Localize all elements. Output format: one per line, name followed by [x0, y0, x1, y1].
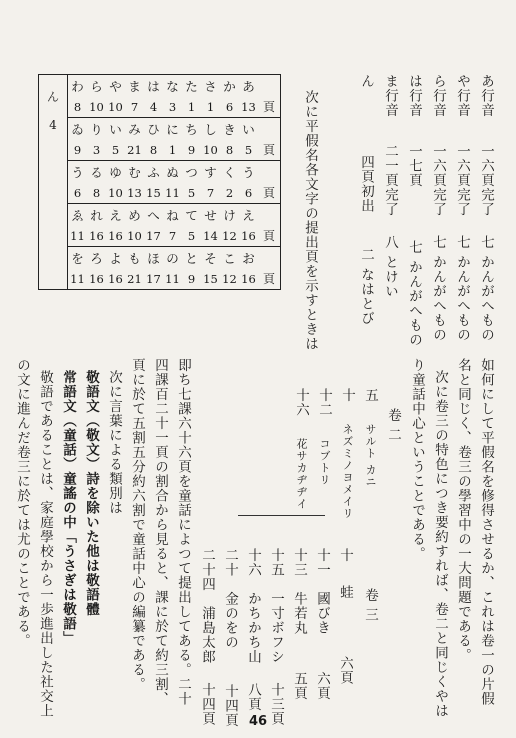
kana-char: な: [163, 75, 182, 97]
table-row: [39, 182, 281, 204]
page-status: 一六頁完了: [454, 144, 470, 217]
kana-char: ゐ: [68, 118, 88, 140]
kana-char: う: [68, 161, 88, 183]
lesson-number: 二十: [222, 548, 238, 577]
page-number-cell: 10: [201, 139, 220, 161]
kana-char: ゆ: [106, 161, 125, 183]
table-row: [39, 75, 281, 97]
kana-char: ろ: [87, 247, 106, 269]
kana-char: れ: [87, 204, 106, 226]
page-number-cell: 8: [144, 139, 163, 161]
page-unit: 頁: [258, 225, 281, 247]
table-row: [39, 247, 281, 269]
table-row: [39, 204, 281, 226]
page-number-cell: 8: [68, 96, 88, 118]
lesson-number: 十三: [291, 548, 307, 577]
page-number-cell: 9: [68, 139, 88, 161]
example-word: 七 かんがへもの: [430, 235, 446, 342]
page-number-cell: 1: [201, 96, 220, 118]
paragraph-line: 常語文（童話）童謠の中「うさぎは敬語」: [60, 370, 76, 646]
table-row: [39, 118, 281, 140]
example-word: 八 とけい: [382, 235, 398, 299]
lesson-title: 牛若丸: [291, 591, 307, 636]
lesson-number: 十五: [268, 548, 284, 577]
lesson-number: 十一: [314, 548, 330, 577]
kana-char: ゑ: [68, 204, 88, 226]
kana-char: か: [220, 75, 239, 97]
page-number-cell: 16: [239, 268, 258, 290]
kana-char: も: [125, 247, 144, 269]
kana-char: め: [125, 204, 144, 226]
vol3-lesson: [315, 548, 329, 701]
lesson-pages: 十三頁: [268, 682, 284, 727]
page-number-cell: 6: [68, 182, 88, 204]
kana-row-label: や行音: [454, 74, 470, 118]
kana-row-label: ん: [358, 74, 374, 89]
paragraph-line: 次に卷三の特色につき要約すれば、卷二と同じくやは: [432, 370, 448, 718]
lesson-title: サルト カニ: [364, 423, 377, 488]
kana-char: よ: [106, 247, 125, 269]
page-number-cell: 5: [182, 225, 201, 247]
page-number-cell: 21: [125, 268, 144, 290]
kana-char: せ: [201, 204, 220, 226]
vol2-lesson: [340, 388, 354, 519]
page-number-cell: 10: [106, 182, 125, 204]
kana-char: け: [220, 204, 239, 226]
page-number-cell: 10: [87, 96, 106, 118]
lesson-pages: 十四頁: [222, 684, 238, 728]
page-number-cell: 16: [106, 268, 125, 290]
spacer-cell: [258, 118, 281, 140]
page-number-cell: 8: [87, 182, 106, 204]
label-cell: 4: [39, 118, 68, 290]
kana-row-1: [479, 74, 493, 342]
kana-char: て: [182, 204, 201, 226]
page-number-cell: 6: [220, 96, 239, 118]
page-number-cell: 15: [144, 182, 163, 204]
page-number-cell: 3: [163, 96, 182, 118]
kana-char: す: [201, 161, 220, 183]
spacer-cell: [258, 75, 281, 97]
kana-char: お: [239, 247, 258, 269]
page-number-cell: 13: [125, 182, 144, 204]
lesson-title: ネズミノヨメイリ: [341, 423, 354, 520]
page-number-cell: 14: [201, 225, 220, 247]
kana-char: ふ: [144, 161, 163, 183]
paragraph-line: 四課百二十一頁の割合から見ると、課に於て約三割、: [152, 358, 168, 706]
lesson-pages: 六頁: [314, 671, 330, 701]
page-number-cell: 11: [68, 268, 88, 290]
paragraph-line: 即ち七課六十六頁を童話によつて提出してある。二十: [175, 358, 191, 706]
spacer-cell: [258, 204, 281, 226]
lesson-number: 十六: [293, 388, 309, 417]
page-number-cell: 2: [220, 182, 239, 204]
page-number-cell: 5: [239, 139, 258, 161]
kana-char: ま: [125, 75, 144, 97]
vol3-lesson: [246, 548, 260, 712]
lesson-number: 十六: [245, 548, 261, 577]
page-number-cell: 16: [87, 225, 106, 247]
kana-row-4: [407, 74, 421, 347]
lesson-title: 花サカヂヂイ: [295, 437, 308, 510]
paragraph-line: 敬語文（敬文）詩を除いた他は敬語體: [83, 370, 99, 617]
kana-char: え: [239, 204, 258, 226]
kana-row-2: [455, 74, 469, 342]
vol3-title: 卷 三: [362, 588, 378, 623]
table-row: [39, 161, 281, 183]
lesson-pages: 六頁: [337, 656, 353, 686]
kana-char: ら: [87, 75, 106, 97]
page-status: 四頁初出: [358, 155, 374, 214]
kana-row-label: は行音: [406, 74, 422, 118]
lesson-number: 十二: [316, 388, 332, 417]
kana-row-label: ま行音: [382, 74, 398, 118]
paragraph-line: 如何にして平假名を修得させるか、これは卷一の片假: [478, 358, 494, 706]
lesson-number: 五: [362, 388, 378, 403]
page-number-cell: 1: [182, 96, 201, 118]
page-number-cell: 7: [201, 182, 220, 204]
kana-char: を: [68, 247, 88, 269]
kana-char: る: [87, 161, 106, 183]
paragraph-line: 頁に於て五割五分約六割で童話中心の編纂である。: [129, 358, 145, 692]
kana-char: つ: [182, 161, 201, 183]
page-number-cell: 10: [125, 225, 144, 247]
table-row: [39, 225, 281, 247]
lesson-pages: 八頁: [245, 682, 261, 712]
lesson-title: 一寸ボフシ: [268, 591, 284, 665]
kana-char: く: [220, 161, 239, 183]
lesson-title: 浦島太郎: [199, 606, 215, 665]
example-word: 七 かんがへもの: [406, 240, 422, 347]
example-word: 二 なはとび: [358, 247, 374, 326]
vol2-title: 卷 二: [385, 408, 401, 443]
page-number-cell: 16: [106, 225, 125, 247]
paragraph-line: の文に進んだ卷三に於ては尤のことである。: [14, 358, 30, 648]
lesson-title: 國びき: [314, 591, 330, 636]
lesson-title: コブトリ: [318, 437, 331, 486]
label-cell: ん: [39, 75, 68, 118]
table-row: [39, 96, 281, 118]
lesson-number: 十: [339, 388, 355, 403]
page-status: 一六頁完了: [478, 144, 494, 217]
page-status: 一六頁完了: [430, 144, 446, 217]
kana-char: こ: [220, 247, 239, 269]
page-number-cell: 16: [239, 225, 258, 247]
page-number-cell: 9: [182, 268, 201, 290]
table-row: [39, 268, 281, 290]
vol2-lesson: [363, 388, 377, 488]
page-status: 二一頁完了: [382, 144, 398, 217]
vol3-lesson: [200, 548, 214, 726]
kana-char: み: [125, 118, 144, 140]
kana-char: そ: [201, 247, 220, 269]
kana-row-label: あ行音: [478, 74, 494, 118]
kana-char: ち: [182, 118, 201, 140]
kana-row-3: [431, 74, 445, 342]
example-word: 七 かんがへもの: [454, 235, 470, 342]
kana-char: あ: [239, 75, 258, 97]
kana-char: り: [87, 118, 106, 140]
kana-char: は: [144, 75, 163, 97]
table-caption: 次に平假名各文字の提出頁を示すときは: [302, 90, 318, 351]
page-number: 46: [248, 714, 268, 729]
kana-char: ね: [163, 204, 182, 226]
lesson-number: 二十四: [199, 548, 215, 592]
page-number-cell: 12: [220, 225, 239, 247]
page-number-cell: 15: [201, 268, 220, 290]
vol3-lesson: [269, 548, 283, 726]
page-number-cell: 7: [125, 96, 144, 118]
paragraph-line: り童話中心ということである。: [409, 358, 425, 561]
page-status: 一七頁: [406, 144, 422, 188]
page-number-cell: 12: [220, 268, 239, 290]
vol3-lesson: [223, 548, 237, 728]
vol2-lesson: [294, 388, 308, 510]
page-number-cell: 1: [163, 139, 182, 161]
kana-char: き: [220, 118, 239, 140]
kana-char: へ: [144, 204, 163, 226]
lesson-number: 十: [337, 548, 353, 563]
kana-char: う: [239, 161, 258, 183]
kana-char: わ: [68, 75, 88, 97]
kana-char: ほ: [144, 247, 163, 269]
kana-char: え: [106, 204, 125, 226]
kana-char: む: [125, 161, 144, 183]
kana-char: し: [201, 118, 220, 140]
lesson-pages: 五頁: [291, 671, 307, 701]
page-number-cell: 17: [144, 225, 163, 247]
page-number-cell: 3: [87, 139, 106, 161]
page-number-cell: 7: [163, 225, 182, 247]
kana-page-table: [38, 74, 281, 290]
page-unit: 頁: [258, 182, 281, 204]
kana-char: の: [163, 247, 182, 269]
page-number-cell: 9: [182, 139, 201, 161]
page-number-cell: 21: [125, 139, 144, 161]
spacer-cell: [258, 247, 281, 269]
kana-char: た: [182, 75, 201, 97]
kana-char: と: [182, 247, 201, 269]
kana-row-5: [383, 74, 397, 298]
page-number-cell: 8: [220, 139, 239, 161]
paragraph-line: 名と同じく、卷三の學習中の一大問題である。: [455, 358, 471, 663]
page-number-cell: 5: [106, 139, 125, 161]
page-number-cell: 11: [68, 225, 88, 247]
vol3-lesson: [338, 548, 352, 685]
table-row: [39, 139, 281, 161]
kana-char: に: [163, 118, 182, 140]
paragraph-line: 敬語であることは、家庭學校から一歩進出した社交上: [37, 370, 53, 718]
kana-char: ひ: [144, 118, 163, 140]
kana-row-label: ら行音: [430, 74, 446, 118]
kana-char: い: [239, 118, 258, 140]
spacer-cell: [258, 161, 281, 183]
page-number-cell: 4: [144, 96, 163, 118]
divider-rule: [238, 515, 325, 516]
example-word: 七 かんがへもの: [478, 235, 494, 342]
kana-char: い: [106, 118, 125, 140]
page-unit: 頁: [258, 96, 281, 118]
page-number-cell: 6: [239, 182, 258, 204]
lesson-title: 蛙: [337, 585, 353, 600]
page-unit: 頁: [258, 268, 281, 290]
lesson-title: かちかち山: [245, 591, 261, 665]
page-number-cell: 10: [106, 96, 125, 118]
lesson-title: 金のをの: [222, 591, 238, 650]
page-number-cell: 5: [182, 182, 201, 204]
page-unit: 頁: [258, 139, 281, 161]
lesson-pages: 十四頁: [199, 682, 215, 727]
kana-char: さ: [201, 75, 220, 97]
kana-char: や: [106, 75, 125, 97]
kana-row-6: [359, 74, 373, 325]
paragraph-line: 次に言葉による類別は: [106, 370, 122, 515]
page-number-cell: 16: [87, 268, 106, 290]
kana-char: ぬ: [163, 161, 182, 183]
vol2-lesson: [317, 388, 331, 486]
page-number-cell: 11: [163, 268, 182, 290]
page-number-cell: 13: [239, 96, 258, 118]
page-number-cell: 17: [144, 268, 163, 290]
vol3-lesson: [292, 548, 306, 701]
page-number-cell: 11: [163, 182, 182, 204]
